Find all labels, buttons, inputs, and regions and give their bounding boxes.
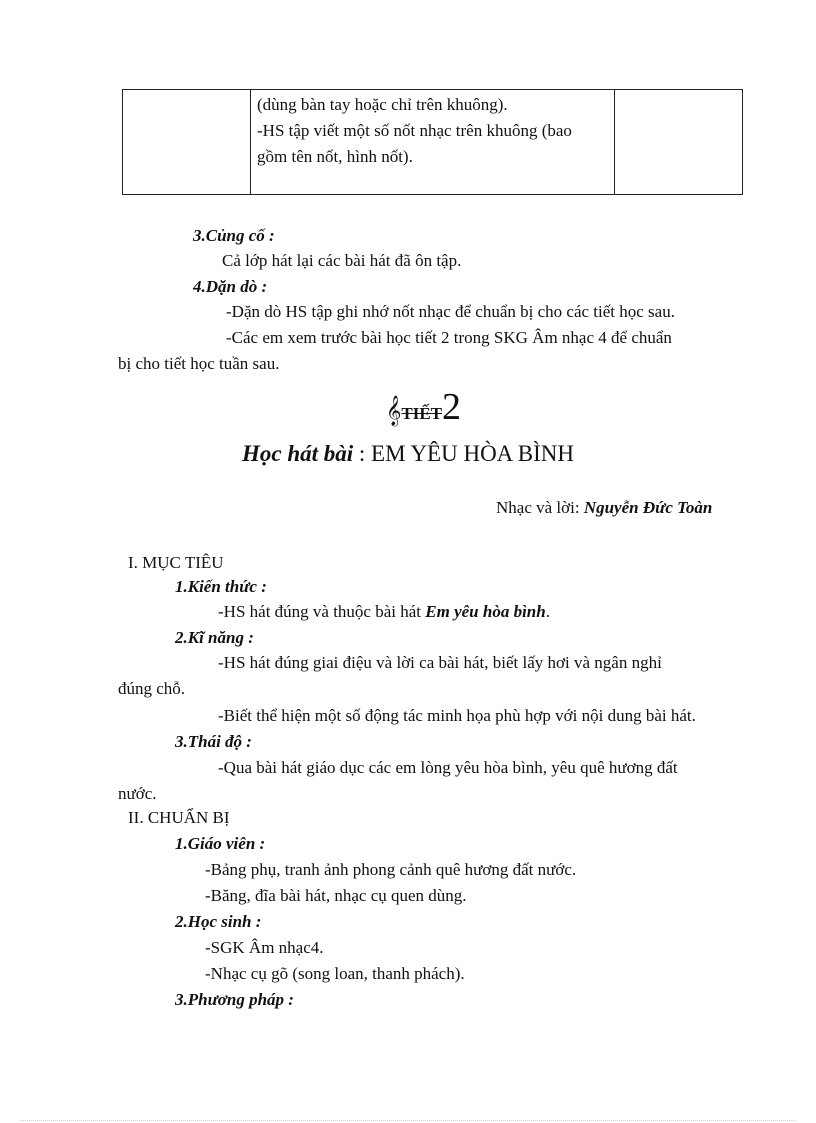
muc-tieu-heading: I. MỤC TIÊU xyxy=(128,553,224,572)
thai-do-heading: 3.Thái độ : xyxy=(175,732,252,751)
cung-co-text: Cả lớp hát lại các bài hát đã ôn tập. xyxy=(222,251,462,270)
author-line xyxy=(496,498,712,518)
kien-thuc-text xyxy=(218,602,550,622)
table-cell-middle xyxy=(251,90,615,195)
chuan-bi-heading: II. CHUẨN BỊ xyxy=(128,808,230,827)
giao-vien-line: -Băng, đĩa bài hát, nhạc cụ quen dùng. xyxy=(205,886,467,905)
lesson-table xyxy=(122,89,743,195)
hoc-sinh-line: -SGK Âm nhạc4. xyxy=(205,938,324,957)
song-title-sep: : xyxy=(353,441,372,466)
kien-thuc-song: Em yêu hòa bình xyxy=(425,602,546,621)
dan-do-line: -Các em xem trước bài học tiết 2 trong SKG Âm nhạc 4 để chuẩn xyxy=(226,328,672,347)
author-name: Nguyễn Đức Toàn xyxy=(583,498,713,517)
thai-do-line: -Qua bài hát giáo dục các em lòng yêu hòa bình, yêu quê hương đất xyxy=(218,758,678,777)
table-cell-left xyxy=(123,90,251,195)
dan-do-line: bị cho tiết học tuần sau. xyxy=(118,354,280,373)
dan-do-heading: 4.Dặn dò : xyxy=(193,277,268,296)
table-cell-right xyxy=(615,90,743,195)
hoc-sinh-line: -Nhạc cụ gõ (song loan, thanh phách). xyxy=(205,964,465,983)
ki-nang-line: -Biết thể hiện một số động tác minh họa phù hợp với nội dung bài hát. xyxy=(218,706,696,725)
table-line: -HS tập viết một số nốt nhạc trên khuông (bao xyxy=(257,121,572,140)
cung-co-heading: 3.Củng cố : xyxy=(193,226,275,245)
hoc-sinh-heading: 2.Học sinh : xyxy=(175,912,262,931)
lesson-number: 2 xyxy=(442,386,462,428)
lesson-word: TIẾT xyxy=(401,404,443,423)
table-line: gồm tên nốt, hình nốt). xyxy=(257,147,413,166)
treble-clef-icon: 𝄞 xyxy=(386,396,402,425)
song-title xyxy=(0,440,816,468)
lesson-number-heading xyxy=(386,385,461,429)
giao-vien-heading: 1.Giáo viên : xyxy=(175,834,266,853)
dan-do-line: -Dặn dò HS tập ghi nhớ nốt nhạc để chuẩn bị cho các tiết học sau. xyxy=(226,302,675,321)
table-line: (dùng bàn tay hoặc chỉ trên khuông). xyxy=(257,95,508,114)
author-label: Nhạc và lời: xyxy=(496,498,584,517)
ki-nang-line: đúng chỗ. xyxy=(118,679,186,698)
song-name: EM YÊU HÒA BÌNH xyxy=(371,441,574,466)
thai-do-line: nước. xyxy=(118,784,157,803)
phuong-phap-heading: 3.Phương pháp : xyxy=(175,990,294,1009)
page-bottom-divider xyxy=(20,1120,796,1121)
ki-nang-heading: 2.Kĩ năng : xyxy=(175,628,254,647)
ki-nang-line: -HS hát đúng giai điệu và lời ca bài hát, biết lấy hơi và ngân nghỉ xyxy=(218,653,662,672)
giao-vien-line: -Bảng phụ, tranh ảnh phong cảnh quê hương đất nước. xyxy=(205,860,577,879)
kien-thuc-end: . xyxy=(545,602,550,621)
kien-thuc-text-main: -HS hát đúng và thuộc bài hát xyxy=(218,602,426,621)
song-title-prefix: Học hát bài xyxy=(241,441,354,466)
kien-thuc-heading: 1.Kiến thức : xyxy=(175,577,267,596)
